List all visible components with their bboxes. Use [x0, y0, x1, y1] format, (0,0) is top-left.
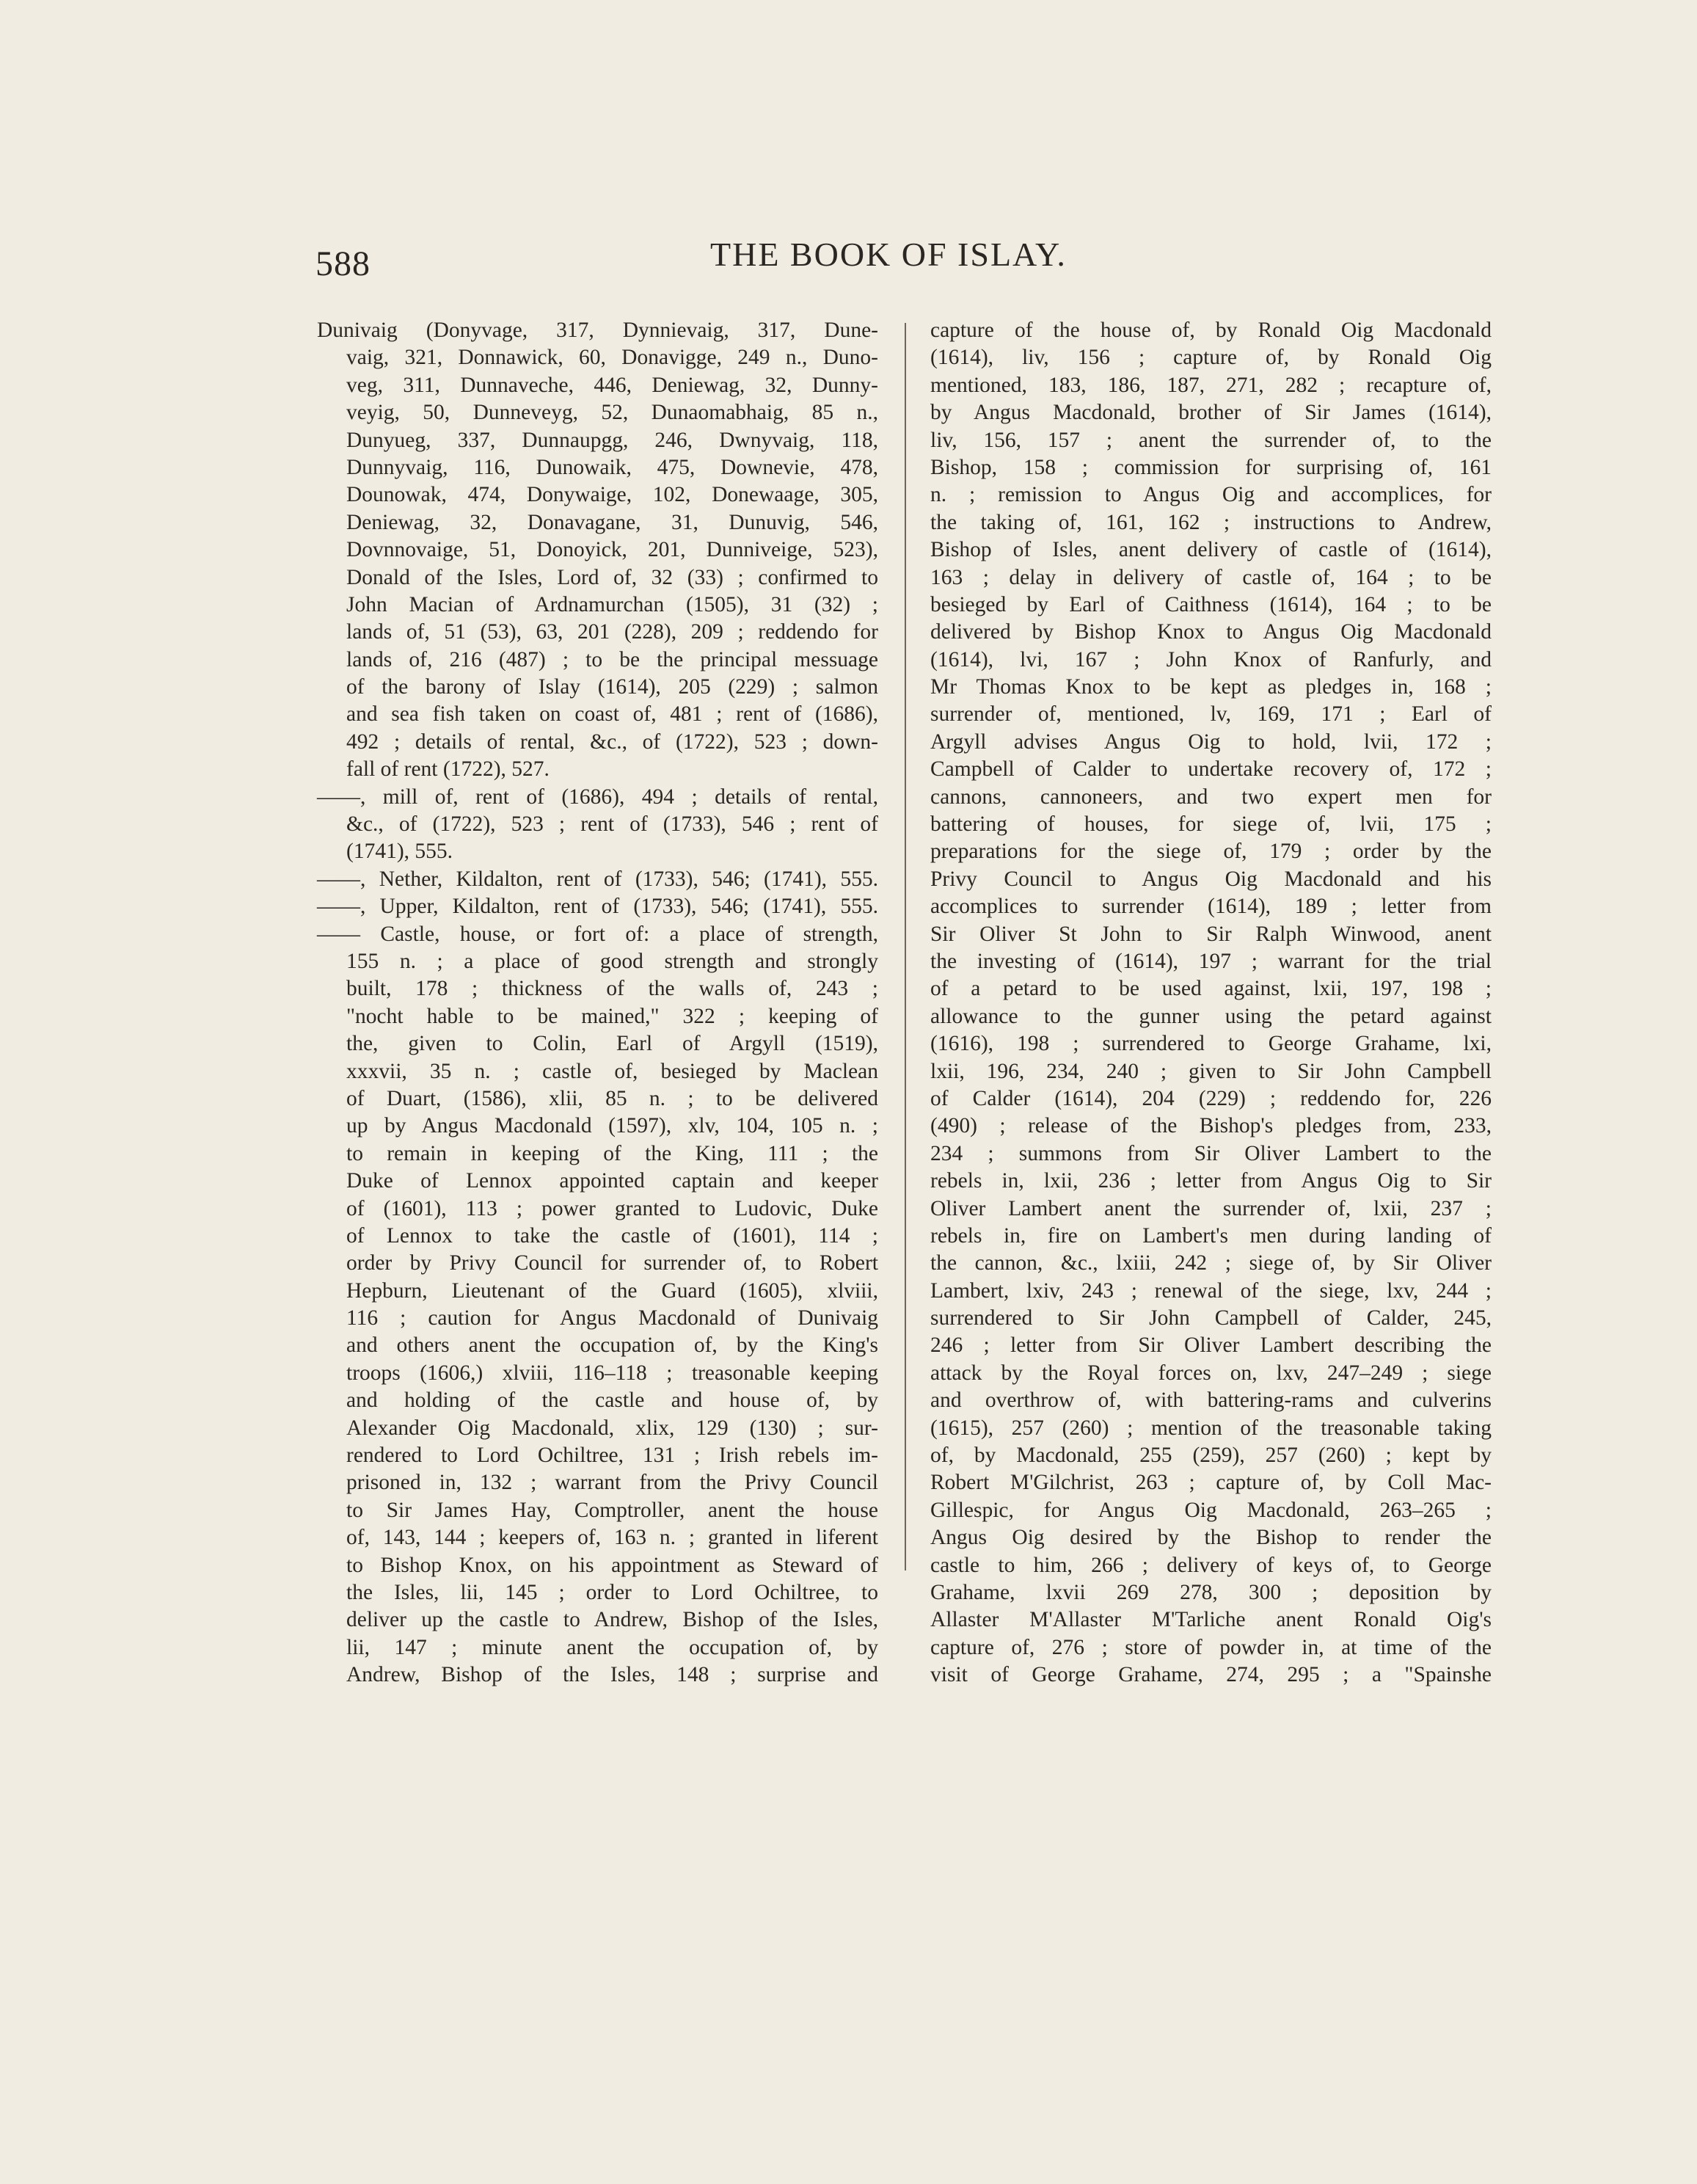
index-line: and overthrow of, with battering-rams and culverins	[930, 1388, 1492, 1413]
index-line: allowance to the gunner using the petard against	[930, 1004, 1492, 1028]
index-line: Duke of Lennox appointed captain and keeper	[346, 1169, 878, 1193]
index-line: Dovnnovaige, 51, Donoyick, 201, Dunniveige, 523),	[346, 538, 878, 562]
index-line: the, given to Colin, Earl of Argyll (1519),	[346, 1032, 878, 1056]
index-line: 492 ; details of rental, &c., of (1722), 523 ; down-	[346, 729, 878, 754]
index-line: 163 ; delay in delivery of castle of, 164 ; to be	[930, 565, 1492, 589]
index-line: battering of houses, for siege of, lvii, 175 ;	[930, 812, 1492, 837]
index-line: 116 ; caution for Angus Macdonald of Dunivaig	[346, 1306, 878, 1331]
index-line: John Macian of Ardnamurchan (1505), 31 (32) ;	[346, 592, 878, 616]
index-line: Donald of the Isles, Lord of, 32 (33) ; confirmed to	[346, 565, 878, 589]
index-line: "nocht hable to be mained," 322 ; keeping of	[346, 1004, 878, 1028]
index-line: ——, Upper, Kildalton, rent of (1733), 546; (1741), 555.	[317, 895, 878, 919]
index-line: —— Castle, house, or fort of: a place of strength,	[317, 922, 878, 946]
index-line: Bishop of Isles, anent delivery of castle of (1614),	[930, 538, 1492, 562]
index-line: liv, 156, 157 ; anent the surrender of, to the	[930, 428, 1492, 452]
index-line: besieged by Earl of Caithness (1614), 164 ; to be	[930, 592, 1492, 616]
index-line: the investing of (1614), 197 ; warrant for the trial	[930, 949, 1492, 973]
index-line: of, by Macdonald, 255 (259), 257 (260) ; kept by	[930, 1444, 1492, 1468]
index-line: Oliver Lambert anent the surrender of, lxii, 237 ;	[930, 1196, 1492, 1220]
index-line: (1615), 257 (260) ; mention of the treasonable taking	[930, 1416, 1492, 1440]
index-line: Alexander Oig Macdonald, xlix, 129 (130) ; sur-	[346, 1416, 878, 1440]
index-line: by Angus Macdonald, brother of Sir James (1614),	[930, 401, 1492, 425]
index-line: the cannon, &c., lxiii, 242 ; siege of, by Sir Oliver	[930, 1251, 1492, 1275]
index-line: 246 ; letter from Sir Oliver Lambert describing the	[930, 1333, 1492, 1358]
index-line: the Isles, lii, 145 ; order to Lord Ochiltree, to	[346, 1580, 878, 1604]
index-line: Argyll advises Angus Oig to hold, lvii, 172 ;	[930, 729, 1492, 754]
index-line: 234 ; summons from Sir Oliver Lambert to the	[930, 1141, 1492, 1165]
index-line: fall of rent (1722), 527.	[346, 757, 550, 782]
index-line: castle to him, 266 ; delivery of keys of, to George	[930, 1553, 1492, 1577]
index-line: surrender of, mentioned, lv, 169, 171 ; Earl of	[930, 702, 1492, 727]
index-line: Sir Oliver St John to Sir Ralph Winwood, anent	[930, 922, 1492, 946]
index-line: (1741), 555.	[346, 840, 453, 864]
index-line: rebels in, lxii, 236 ; letter from Angus Oig to Sir	[930, 1169, 1492, 1193]
index-line: xxxvii, 35 n. ; castle of, besieged by Maclean	[346, 1059, 878, 1083]
index-line: n. ; remission to Angus Oig and accomplices, for	[930, 483, 1492, 507]
index-line: veyig, 50, Dunneveyg, 52, Dunaomabhaig, 85 n.,	[346, 401, 878, 425]
index-line: built, 178 ; thickness of the walls of, 243 ;	[346, 977, 878, 1001]
index-line: ——, mill of, rent of (1686), 494 ; details of rental,	[317, 785, 878, 809]
index-line: Dounowak, 474, Donywaige, 102, Donewaage, 305,	[346, 483, 878, 507]
index-column-left	[317, 317, 878, 1689]
index-line: Dunnyvaig, 116, Dunowaik, 475, Downevie, 478,	[346, 455, 878, 479]
index-line: Allaster M'Allaster M'Tarliche anent Ronald Oig's	[930, 1608, 1492, 1632]
index-line: of Lennox to take the castle of (1601), 114 ;	[346, 1223, 878, 1248]
index-line: Dunivaig (Donyvage, 317, Dynnievaig, 317, Dune-	[317, 318, 878, 342]
index-column-right	[930, 317, 1492, 1689]
index-line: visit of George Grahame, 274, 295 ; a "Spainshe	[930, 1663, 1492, 1687]
index-line: Lambert, lxiv, 243 ; renewal of the siege, lxv, 244 ;	[930, 1278, 1492, 1303]
index-line: to remain in keeping of the King, 111 ; the	[346, 1141, 878, 1165]
index-line: up by Angus Macdonald (1597), xlv, 104, 105 n. ;	[346, 1114, 878, 1138]
index-line: capture of, 276 ; store of powder in, at time of the	[930, 1635, 1492, 1659]
index-line: lands of, 216 (487) ; to be the principal messuage	[346, 647, 878, 671]
index-line: veg, 311, Dunnaveche, 446, Deniewag, 32, Dunny-	[346, 373, 878, 397]
index-line: Grahame, lxvii 269 278, 300 ; deposition by	[930, 1580, 1492, 1604]
index-line: cannons, cannoneers, and two expert men for	[930, 785, 1492, 809]
index-line: Hepburn, Lieutenant of the Guard (1605), xlviii,	[346, 1278, 878, 1303]
index-line: ——, Nether, Kildalton, rent of (1733), 546; (1741), 555.	[317, 867, 878, 891]
index-line: (490) ; release of the Bishop's pledges from, 233,	[930, 1114, 1492, 1138]
index-line: to Sir James Hay, Comptroller, anent the house	[346, 1498, 878, 1522]
index-line: rendered to Lord Ochiltree, 131 ; Irish rebels im-	[346, 1444, 878, 1468]
index-line: Campbell of Calder to undertake recovery of, 172 ;	[930, 757, 1492, 782]
index-line: Dunyueg, 337, Dunnaupgg, 246, Dwnyvaig, 118,	[346, 428, 878, 452]
index-line: capture of the house of, by Ronald Oig Macdonald	[930, 318, 1492, 342]
index-line: rebels in, fire on Lambert's men during landing of	[930, 1223, 1492, 1248]
index-line: attack by the Royal forces on, lxv, 247–249 ; siege	[930, 1361, 1492, 1385]
index-line: vaig, 321, Donnawick, 60, Donavigge, 249 n., Duno-	[346, 346, 878, 370]
index-line: mentioned, 183, 186, 187, 271, 282 ; recapture of,	[930, 373, 1492, 397]
index-line: order by Privy Council for surrender of, to Robert	[346, 1251, 878, 1275]
index-line: of (1601), 113 ; power granted to Ludovic, Duke	[346, 1196, 878, 1220]
index-line: deliver up the castle to Andrew, Bishop of the Isles,	[346, 1608, 878, 1632]
index-line: surrendered to Sir John Campbell of Calder, 245,	[930, 1306, 1492, 1331]
index-line: Robert M'Gilchrist, 263 ; capture of, by Coll Mac-	[930, 1471, 1492, 1495]
index-line: Bishop, 158 ; commission for surprising of, 161	[930, 455, 1492, 479]
index-line: (1614), lvi, 167 ; John Knox of Ranfurly, and	[930, 647, 1492, 671]
index-line: Privy Council to Angus Oig Macdonald and his	[930, 867, 1492, 891]
index-line: prisoned in, 132 ; warrant from the Privy Council	[346, 1471, 878, 1495]
index-line: Gillespic, for Angus Oig Macdonald, 263–265 ;	[930, 1498, 1492, 1522]
index-line: Angus Oig desired by the Bishop to render the	[930, 1526, 1492, 1550]
index-line: delivered by Bishop Knox to Angus Oig Macdonald	[930, 620, 1492, 644]
index-line: and holding of the castle and house of, by	[346, 1388, 878, 1413]
column-divider	[905, 323, 906, 1570]
index-line: Andrew, Bishop of the Isles, 148 ; surprise and	[346, 1663, 878, 1687]
index-line: of the barony of Islay (1614), 205 (229) ; salmon	[346, 675, 878, 699]
index-line: of, 143, 144 ; keepers of, 163 n. ; granted in liferent	[346, 1526, 878, 1550]
index-line: troops (1606,) xlviii, 116–118 ; treasonable keeping	[346, 1361, 878, 1385]
index-line: preparations for the siege of, 179 ; order by the	[930, 840, 1492, 864]
index-line: of Duart, (1586), xlii, 85 n. ; to be delivered	[346, 1086, 878, 1110]
index-line: (1614), liv, 156 ; capture of, by Ronald Oig	[930, 346, 1492, 370]
index-line: Mr Thomas Knox to be kept as pledges in, 168 ;	[930, 675, 1492, 699]
index-line: lxii, 196, 234, 240 ; given to Sir John Campbell	[930, 1059, 1492, 1083]
index-line: lands of, 51 (53), 63, 201 (228), 209 ; reddendo for	[346, 620, 878, 644]
index-line: &c., of (1722), 523 ; rent of (1733), 546 ; rent of	[346, 812, 878, 837]
index-line: 155 n. ; a place of good strength and strongly	[346, 949, 878, 973]
index-line: and others anent the occupation of, by the King's	[346, 1333, 878, 1358]
index-line: of Calder (1614), 204 (229) ; reddendo for, 226	[930, 1086, 1492, 1110]
index-line: the taking of, 161, 162 ; instructions to Andrew,	[930, 510, 1492, 534]
index-line: (1616), 198 ; surrendered to George Grahame, lxi,	[930, 1032, 1492, 1056]
index-line: lii, 147 ; minute anent the occupation of, by	[346, 1635, 878, 1659]
index-line: to Bishop Knox, on his appointment as Steward of	[346, 1553, 878, 1577]
index-line: Deniewag, 32, Donavagane, 31, Dunuvig, 546,	[346, 510, 878, 534]
page-number: 588	[315, 244, 371, 283]
index-line: of a petard to be used against, lxii, 197, 198 ;	[930, 977, 1492, 1001]
index-line: and sea fish taken on coast of, 481 ; rent of (1686),	[346, 702, 878, 727]
running-head: THE BOOK OF ISLAY.	[710, 236, 1067, 273]
index-line: accomplices to surrender (1614), 189 ; letter from	[930, 895, 1492, 919]
